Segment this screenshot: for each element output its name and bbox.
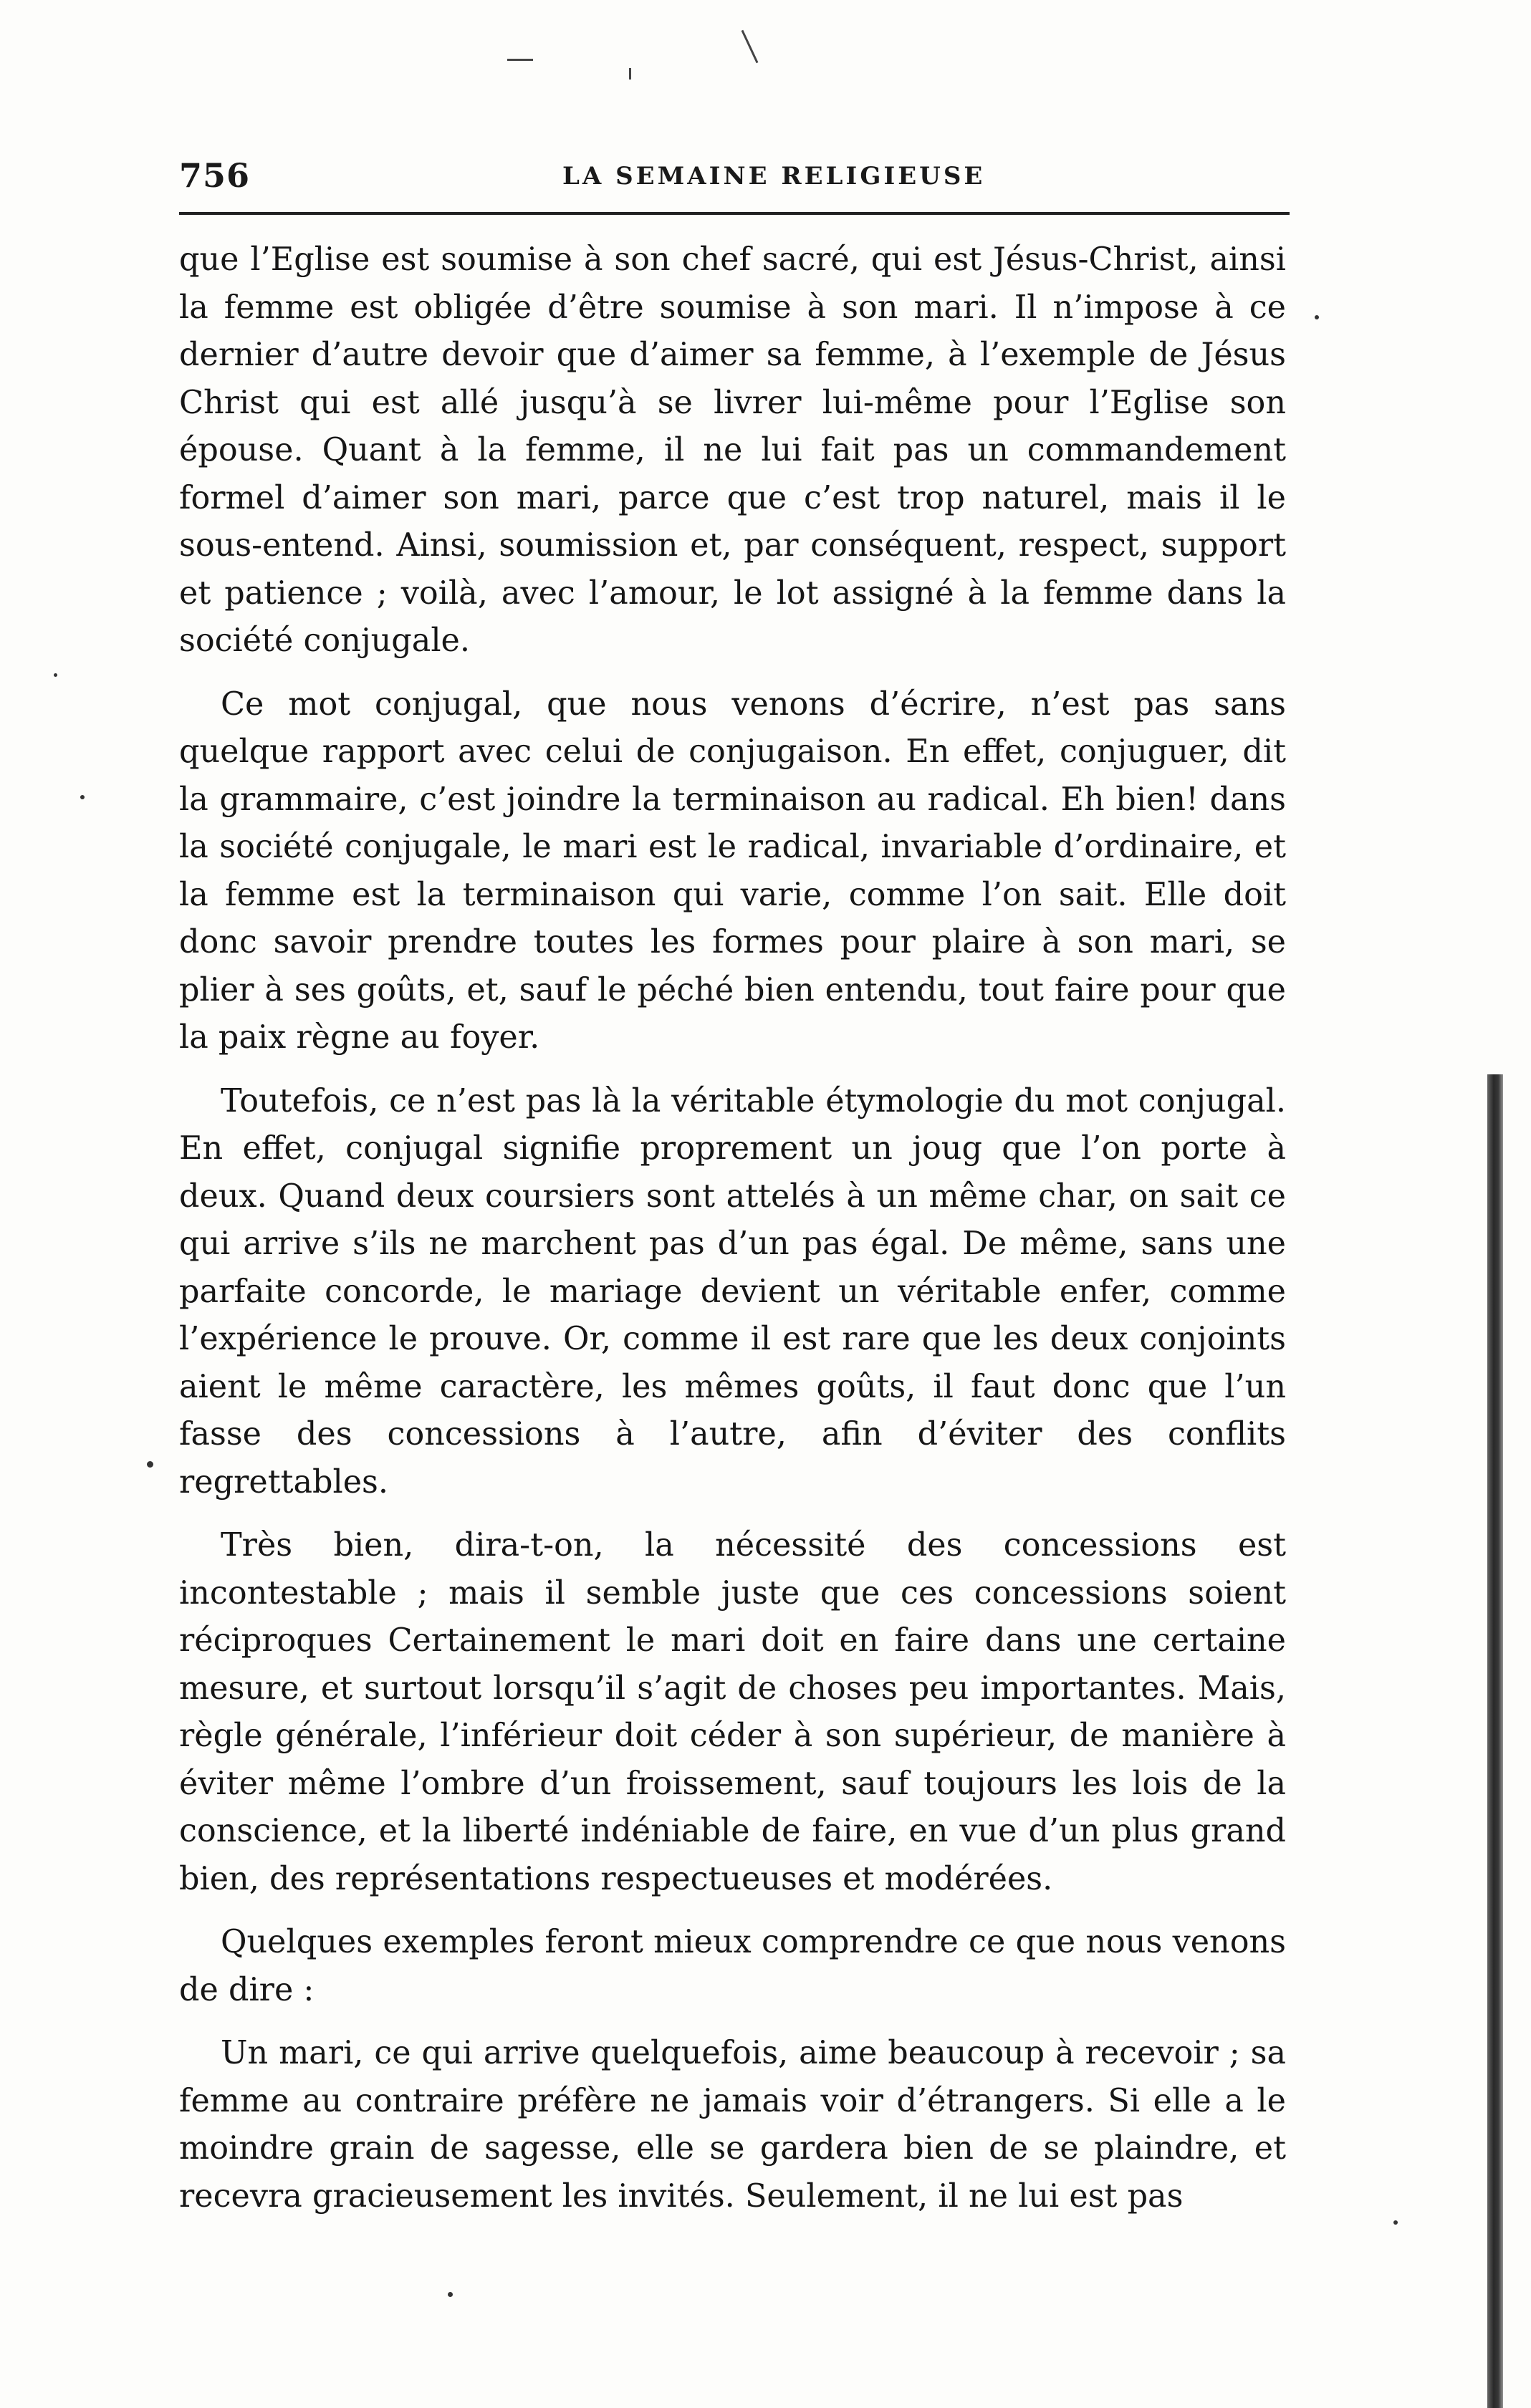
running-title: LA SEMAINE RELIGIEUSE bbox=[562, 162, 986, 191]
paragraph: Ce mot conjugal, que nous venons d’écrire, n’est pas sans quelque rapport avec celui de conjugaison. En effet, conjuguer, dit la grammaire, c’est joindre la terminaison au radical. Eh bien! dans la société conjugale, le mari est le radical, invariable d’ordinaire, et la femme est la terminaison qui varie, comme l’on sait. Elle doit donc savoir prendre toutes les formes pour plaire à son mari, se plier à ses goûts, et, sauf le péché bien entendu, tout faire pour que la paix règne au foyer. bbox=[179, 685, 1286, 1056]
print-scratch bbox=[507, 59, 533, 61]
paragraph: Quelques exemples feront mieux comprendre ce que nous venons de dire : bbox=[179, 1924, 1286, 2008]
paragraph: que l’Eglise est soumise à son chef sacré, qui est Jésus-Christ, ainsi la femme est obligée d’être soumise à son mari. Il n’impose à ce dernier d’autre devoir que d’aimer sa femme, à l’exemple de Jésus Christ qui est allé jusqu’à se livrer lui-même pour l’Eglise son épouse. Quant à la femme, il ne lui fait pas un commandement formel d’aimer son mari, parce que c’est trop naturel, mais il le sous-entend. Ainsi, soumission et, par conséquent, respect, support et patience ; voilà, avec l’amour, le lot assigné à la femme dans la société conjugale. bbox=[179, 241, 1286, 659]
ink-speck bbox=[147, 1461, 153, 1468]
ink-speck bbox=[448, 2292, 453, 2297]
ink-speck bbox=[1315, 315, 1319, 319]
paragraph: Un mari, ce qui arrive quelquefois, aime beaucoup à recevoir ; sa femme au contraire préfère ne jamais voir d’étrangers. Si elle a le moindre grain de sagesse, elle se gardera bien de se plaindre, et recevra gracieusement les invités. Seulement, il ne lui est pas bbox=[179, 2035, 1286, 2215]
body-text bbox=[179, 236, 1286, 2236]
binding-edge-shadow bbox=[1487, 1074, 1503, 2408]
ink-speck bbox=[54, 673, 57, 677]
print-scratch bbox=[629, 68, 631, 80]
ink-speck bbox=[80, 795, 85, 799]
ink-speck bbox=[1393, 2220, 1398, 2225]
paragraph: Très bien, dira-t-on, la nécessité des concessions est incontestable ; mais il semble juste que ces concessions soient réciproques Certainement le mari doit en faire dans une certaine mesure, et surtout lorsqu’il s’agit de choses peu importantes. Mais, règle générale, l’inférieur doit céder à son supérieur, de manière à éviter même l’ombre d’un froissement, sauf toujours les lois de la conscience, et la liberté indéniable de faire, en vue d’un plus grand bien, des représentations respectueuses et modérées. bbox=[179, 1527, 1286, 1897]
page-number: 756 bbox=[179, 156, 251, 195]
paragraph: Toutefois, ce n’est pas là la véritable étymologie du mot conjugal. En effet, conjugal signifie proprement un joug que l’on porte à deux. Quand deux coursiers sont attelés à un même char, on sait ce qui arrive s’ils ne marchent pas d’un pas égal. De même, sans une parfaite concorde, le mariage devient un véritable enfer, comme l’expérience le prouve. Or, comme il est rare que les deux conjoints aient le même caractère, les mêmes goûts, il faut donc que l’un fasse des concessions à l’autre, afin d’éviter des conflits regrettables. bbox=[179, 1082, 1286, 1501]
print-scratch bbox=[741, 30, 759, 64]
page-header bbox=[179, 156, 1290, 206]
header-rule bbox=[179, 212, 1290, 215]
